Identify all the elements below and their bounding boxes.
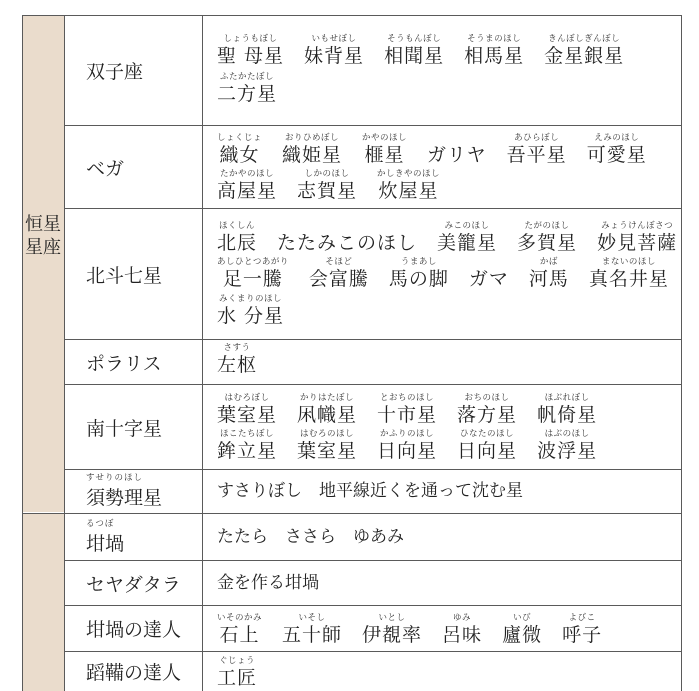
ruby-word (457, 393, 517, 426)
row-content-cell (202, 560, 682, 605)
ruby-word (589, 257, 669, 290)
ruby-base: 凩幟星 (297, 404, 358, 426)
ruby-reading: みょうけんぼさつ (601, 221, 674, 231)
row-label-cell (64, 469, 201, 513)
content-line (217, 526, 404, 548)
ruby-reading: しょうもぼし (223, 34, 278, 44)
ruby-word (309, 257, 369, 290)
ruby-reading: かしきやのほし (377, 169, 441, 179)
row-label: ポラリス (86, 352, 162, 375)
ruby-word (529, 257, 569, 290)
ruby-reading: さすう (223, 343, 251, 353)
row-label-cell (64, 125, 201, 208)
ruby-base: 鉾立星 (217, 440, 278, 462)
ruby-word (304, 34, 364, 67)
ruby-base: 水 分星 (217, 305, 285, 327)
ruby-reading: はぶのほし (544, 429, 590, 439)
ruby-reading: よびこ (568, 613, 596, 623)
row-separator (64, 208, 682, 209)
row-content-cell (202, 651, 682, 691)
ruby-word (544, 34, 624, 67)
ruby-word (442, 613, 482, 646)
ruby-reading: かふりのほし (380, 429, 435, 439)
ruby-word (277, 221, 417, 254)
ruby-base: たたみこのほし (277, 232, 418, 254)
row-content-cell (202, 384, 682, 469)
row-separator (64, 384, 682, 385)
ruby-base: 美籠星 (437, 232, 498, 254)
ruby-reading: そうもんぼし (387, 34, 442, 44)
row-label: 坩堝の達人 (86, 619, 182, 641)
ruby-reading: いとし (378, 613, 406, 623)
row-label-ruby: すせりのほし (86, 473, 144, 483)
ruby-word (297, 169, 357, 202)
ruby-reading: ほぶれぼし (544, 393, 590, 403)
ruby-word (217, 169, 277, 202)
content-line (217, 169, 460, 202)
ruby-base: 五十師 (282, 624, 343, 646)
content-line (217, 133, 667, 166)
ruby-word (377, 429, 437, 462)
row-content-cell (202, 513, 682, 560)
ruby-base: 北辰 (217, 232, 258, 254)
ruby-base: 可愛星 (586, 144, 647, 166)
row-separator (64, 605, 682, 606)
ruby-base: 呼子 (562, 624, 603, 646)
ruby-base: 聖 母星 (217, 45, 285, 67)
table-border-col2 (202, 15, 203, 691)
content-line (217, 343, 277, 376)
row-content-cell (202, 125, 682, 208)
content-line (217, 221, 697, 254)
row-label: 北斗七星 (86, 264, 163, 287)
ruby-reading: そほど (325, 257, 353, 267)
ruby-base: 相聞星 (384, 45, 445, 67)
row-content-cell (202, 469, 682, 513)
ruby-base: 足一騰 (222, 268, 283, 290)
ruby-base: 炊屋星 (378, 180, 439, 202)
content-line (217, 572, 319, 594)
ruby-reading: あひらぼし (514, 133, 560, 143)
row-label-cell (64, 15, 201, 125)
ruby-reading: かやのほし (362, 133, 408, 143)
content-line (217, 613, 622, 646)
ruby-base: 馬の脚 (388, 268, 449, 290)
ruby-base: 伊覩率 (362, 624, 423, 646)
ruby-reading: ふたかたぼし (220, 72, 275, 82)
ruby-word (217, 393, 277, 426)
ruby-base: 左枢 (217, 354, 258, 376)
ruby-word (297, 429, 357, 462)
ruby-base: 織姫星 (282, 144, 343, 166)
row-content-cell (202, 15, 682, 125)
ruby-base: 落方星 (457, 404, 518, 426)
ruby-reading: おちのほし (464, 393, 510, 403)
ruby-word (597, 221, 677, 254)
ruby-reading: かば (539, 257, 558, 267)
content-line (217, 656, 277, 689)
ruby-reading: みくまりのほし (219, 294, 283, 304)
ruby-word (502, 613, 542, 646)
ruby-word (217, 34, 284, 67)
ruby-base: 二方星 (217, 83, 278, 105)
table-border-top (22, 15, 682, 16)
ruby-reading: しかのほし (304, 169, 350, 179)
ruby-word (389, 257, 449, 290)
table-border-left (22, 15, 23, 691)
row-label-cell (64, 513, 201, 560)
ruby-reading: たかやのほし (220, 169, 275, 179)
ruby-reading: しょくじょ (217, 133, 263, 143)
ruby-word (384, 34, 444, 67)
ruby-reading: いび (513, 613, 532, 623)
ruby-reading: ぐじょう (219, 656, 256, 666)
ruby-reading: ほこたちぼし (220, 429, 275, 439)
ruby-word (282, 613, 342, 646)
ruby-reading: はむろぼし (224, 393, 270, 403)
row-label: 双子座 (86, 61, 144, 83)
ruby-base: 吾平星 (506, 144, 567, 166)
ruby-reading: おりひめぼし (285, 133, 340, 143)
table-border-right (681, 15, 682, 691)
row-content-cell (202, 208, 682, 339)
ruby-word (282, 133, 342, 166)
row-label-cell (64, 384, 201, 469)
ruby-base: 志賀星 (297, 180, 358, 202)
row-content-cell (202, 339, 682, 384)
row-label: 坩堝 (86, 532, 125, 555)
category-cell-crucible (22, 513, 64, 691)
row-label-cell (64, 605, 201, 651)
row-label-cell (64, 208, 201, 339)
ruby-base: 工匠 (217, 667, 258, 689)
row-separator (64, 560, 682, 561)
content-text: 金を作る坩堝 (217, 572, 319, 593)
ruby-reading: みこのほし (444, 221, 490, 231)
ruby-reading: たがのほし (524, 221, 570, 231)
ruby-reading: きんぼしぎんぼし (548, 34, 621, 44)
ruby-base: 帆倚星 (537, 404, 598, 426)
ruby-base: ガリヤ (427, 144, 487, 166)
ruby-base: 廬微 (502, 624, 543, 646)
content-line (217, 294, 304, 327)
ruby-word (362, 133, 407, 166)
ruby-word (377, 169, 440, 202)
ruby-reading: とおちのほし (380, 393, 435, 403)
ruby-word (437, 221, 497, 254)
ruby-word (217, 656, 257, 689)
ruby-base: 榧星 (364, 144, 405, 166)
category-cell-fixed-stars (22, 15, 64, 512)
content-line (217, 393, 617, 426)
row-separator (64, 125, 682, 126)
row-separator (22, 513, 682, 514)
ruby-base: 高屋星 (217, 180, 278, 202)
ruby-word (217, 613, 262, 646)
category-label: 恒星 星座 (25, 214, 61, 258)
ruby-word (217, 221, 257, 254)
row-separator (64, 651, 682, 652)
table-border-col1 (64, 15, 65, 691)
ruby-base: 日向星 (377, 440, 438, 462)
ruby-reading: あしひとつあがり (217, 257, 289, 267)
ruby-word (377, 393, 437, 426)
ruby-reading: かりはたぼし (300, 393, 355, 403)
ruby-word (217, 72, 277, 105)
ruby-reading: まないのほし (601, 257, 656, 267)
row-content-cell (202, 605, 682, 651)
ruby-reading: ほくしん (219, 221, 256, 231)
row-label: セヤダタラ (86, 573, 181, 596)
ruby-reading: はむろのほし (300, 429, 355, 439)
content-line (217, 34, 644, 67)
ruby-base: 多賀星 (517, 232, 578, 254)
ruby-word (587, 133, 647, 166)
ruby-base: 葉室星 (297, 440, 358, 462)
ruby-base: 妙見菩薩 (597, 232, 678, 254)
ruby-base: 石上 (219, 624, 260, 646)
ruby-word (217, 294, 284, 327)
ruby-word (217, 343, 257, 376)
ruby-word (217, 257, 289, 290)
ruby-base: 金星銀星 (544, 45, 625, 67)
ruby-base: 相馬星 (464, 45, 525, 67)
row-label-cell (64, 560, 201, 605)
ruby-base: 葉室星 (217, 404, 278, 426)
row-label: 南十字星 (86, 417, 163, 440)
ruby-word (562, 613, 602, 646)
ruby-word (537, 393, 597, 426)
row-label-ruby: るつぼ (86, 518, 115, 529)
ruby-word (464, 34, 524, 67)
ruby-word (217, 429, 277, 462)
ruby-base: ガマ (468, 268, 509, 290)
ruby-reading: いそのかみ (217, 613, 263, 623)
content-text: すさりぼし 地平線近くを通って沈む星 (217, 481, 523, 501)
ruby-word (517, 221, 577, 254)
ruby-base: 妹背星 (304, 45, 365, 67)
ruby-base: 波浮星 (537, 440, 598, 462)
row-label: 須勢理星 (86, 487, 163, 509)
ruby-word (469, 257, 509, 290)
ruby-word (537, 429, 597, 462)
ruby-base: 織女 (219, 144, 260, 166)
ruby-word (297, 393, 357, 426)
row-label: 蹈鞴の達人 (86, 662, 182, 684)
row-label-cell (64, 339, 201, 384)
ruby-base: 呂味 (442, 624, 483, 646)
ruby-base: 河馬 (528, 268, 569, 290)
row-label-cell (64, 651, 201, 691)
content-text: たたら ささら ゆあみ (217, 526, 404, 547)
ruby-word (362, 613, 422, 646)
row-separator (64, 339, 682, 340)
content-line (217, 72, 297, 105)
content-line (217, 257, 689, 290)
ruby-word (427, 133, 487, 166)
ruby-reading: ゆみ (453, 613, 472, 623)
ruby-base: 会富騰 (308, 268, 369, 290)
ruby-reading: うまあし (400, 257, 437, 267)
ruby-reading: ひなたのほし (460, 429, 515, 439)
ruby-reading: いそし (298, 613, 326, 623)
ruby-reading: えみのほし (594, 133, 640, 143)
ruby-base: 日向星 (457, 440, 518, 462)
ruby-base: 真名井星 (588, 268, 669, 290)
ruby-word (217, 133, 262, 166)
content-line (217, 480, 523, 502)
ruby-word (457, 429, 517, 462)
ruby-reading: そうまのほし (467, 34, 522, 44)
ruby-reading: いもせぼし (311, 34, 357, 44)
row-separator (64, 469, 682, 470)
row-label: ベガ (86, 157, 125, 180)
ruby-word (507, 133, 567, 166)
content-line (217, 429, 617, 462)
ruby-base: 十市星 (377, 404, 438, 426)
